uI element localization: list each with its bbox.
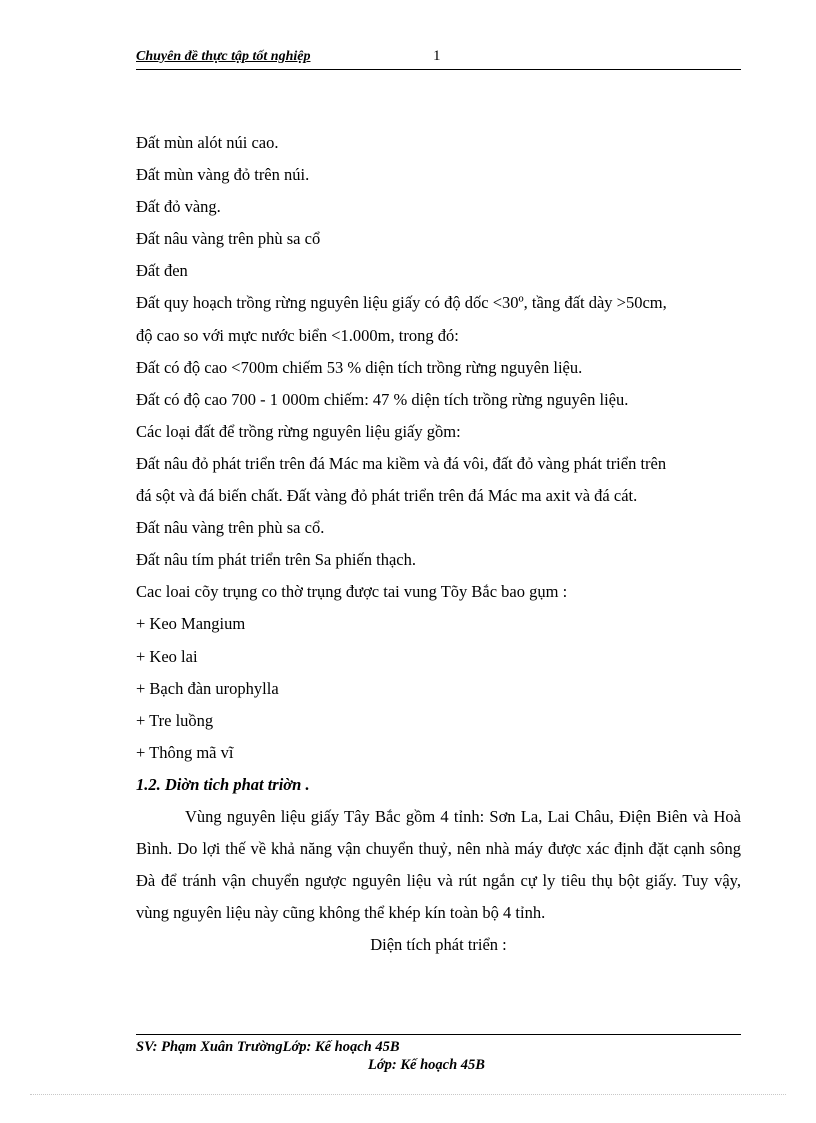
list-item: + Bạch đàn urophylla <box>136 678 279 698</box>
list-item: + Thông mã vĩ <box>136 742 234 762</box>
text-line: Đất đỏ vàng. <box>136 197 221 217</box>
page-header <box>136 49 741 70</box>
page-number: 1 <box>433 48 441 64</box>
body-paragraph <box>136 801 741 929</box>
table-caption: Diện tích phát triển : <box>370 935 507 955</box>
list-item: + Keo Mangium <box>136 614 246 634</box>
document-body <box>136 127 741 961</box>
text-line: Đất quy hoạch trồng rừng nguyên liệu giấy có độ dốc <30º, tầng đất dày >50cm, <box>136 293 667 313</box>
text-line: Các loại đất để trồng rừng nguyên liệu giấy gồm: <box>136 421 461 441</box>
list-item: + Keo lai <box>136 646 198 666</box>
text-line: Đất mùn vàng đỏ trên núi. <box>136 165 310 185</box>
text-line: Đất đen <box>136 261 188 281</box>
list-item: + Tre luồng <box>136 710 214 730</box>
page-bottom-divider <box>30 1094 786 1095</box>
section-heading: 1.2. Diờn tich phat triờn . <box>136 774 310 794</box>
text-line: Đất nâu vàng trên phù sa cổ. <box>136 518 325 538</box>
text-line: độ cao so với mực nước biển <1.000m, trong đó: <box>136 325 459 345</box>
footer-student-info: SV: Phạm Xuân TrườngLớp: Kế hoạch 45B <box>136 1039 400 1055</box>
text-line: Đất mùn alót núi cao. <box>136 133 279 152</box>
footer-divider <box>136 1034 741 1035</box>
header-title: Chuyên đề thực tập tốt nghiệp <box>136 49 311 64</box>
footer-class-info: Lớp: Kế hoạch 45B <box>368 1057 485 1073</box>
paragraph-text: Vùng nguyên liệu giấy Tây Bắc gồm 4 tỉnh: Sơn La, Lai Châu, Điện Biên và Hoà Bình. Do lợi thế về khả năng vận chuyển thuỷ, nên nhà máy được xác định đặt cạnh sông Đà để tránh vận chuyển ngược nguyên liệu và rút ngắn cự ly tiêu thụ bột giấy. Tuy vậy, vùng nguyên liệu này cũng không thể khép kín toàn bộ 4 tỉnh. <box>136 806 741 923</box>
text-line: Đất nâu tím phát triển trên Sa phiến thạch. <box>136 550 416 570</box>
text-line: đá sột và đá biến chất. Đất vàng đỏ phát triển trên đá Mác ma axit và đá cát. <box>136 486 638 506</box>
text-line: Đất có độ cao 700 - 1 000m chiếm: 47 % diện tích trồng rừng nguyên liệu. <box>136 389 629 409</box>
text-line: Đất có độ cao <700m chiếm 53 % diện tích trồng rừng nguyên liệu. <box>136 357 583 377</box>
text-line: Cac loai cõy trụng co thờ trụng được tai vung Tõy Bắc bao gụm : <box>136 582 568 602</box>
text-line: Đất nâu đỏ phát triển trên đá Mác ma kiềm và đá vôi, đất đỏ vàng phát triển trên <box>136 453 667 473</box>
text-line: Đất nâu vàng trên phù sa cổ <box>136 229 321 249</box>
